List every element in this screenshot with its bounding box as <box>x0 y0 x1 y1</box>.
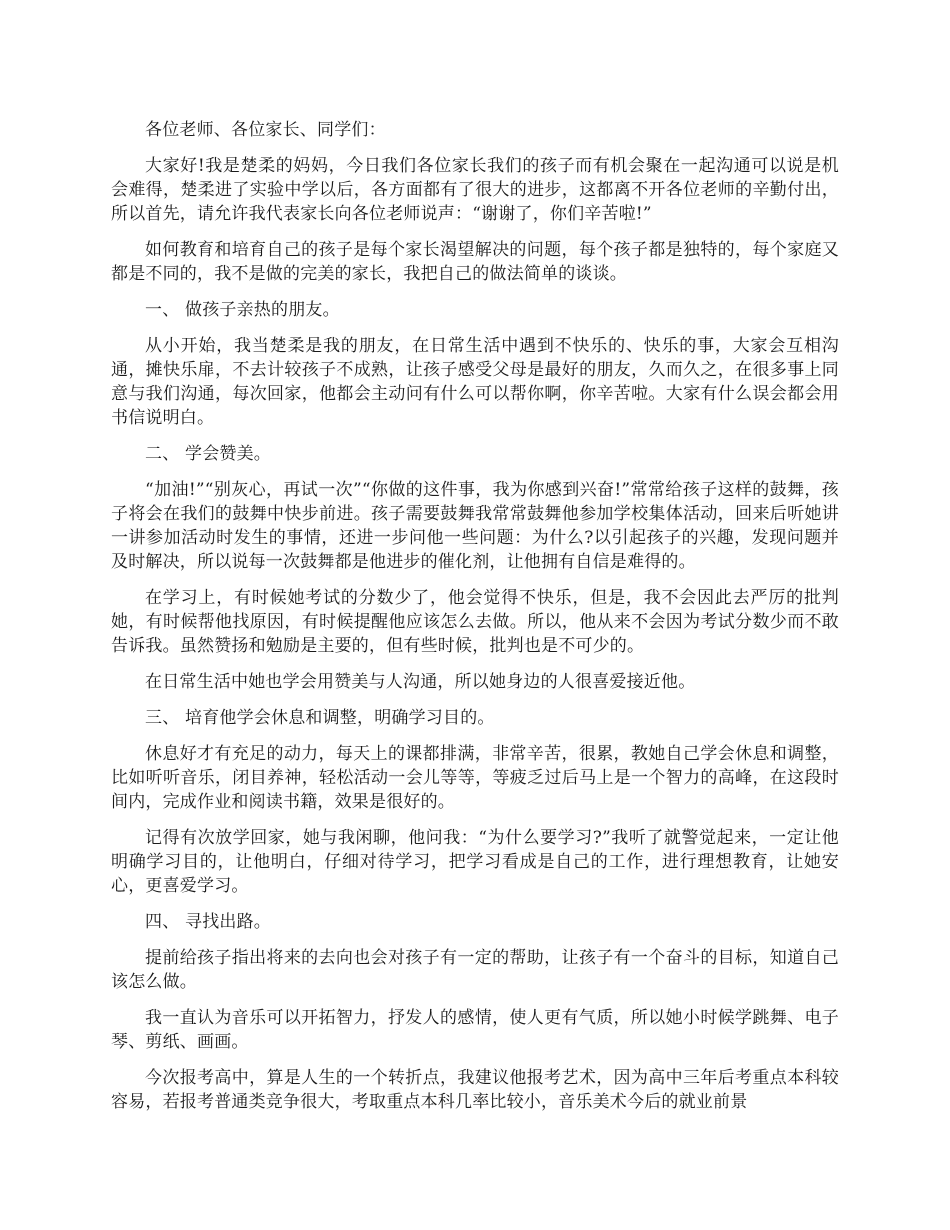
section-heading-4: 四、 寻找出路。 <box>145 912 272 932</box>
section-heading-3: 三、 培育他学会休息和调整，明确学习目的。 <box>145 708 495 728</box>
document-page <box>111 118 839 1126</box>
paragraph-intro: 如何教育和培育自己的孩子是每个家长渴望解决的问题，每个孩子都是独特的，每个家庭又都是不同的，我不是做的完美的家长，我把自己的做法简单的谈谈。 <box>111 240 839 284</box>
section-heading-1: 一、 做孩子亲热的朋友。 <box>145 300 340 320</box>
paragraph-rest: 休息好才有充足的动力，每天上的课都排满，非常辛苦，很累，教她自己学会休息和调整，比如听听音乐，闭目养神，轻松活动一会儿等等，等疲乏过后马上是一个智力的高峰，在这段时间内，完成作业和阅读书籍，效果是很好的。 <box>111 744 839 812</box>
paragraph-purpose: 记得有次放学回家，她与我闲聊，他问我：“为什么要学习?”我听了就警觉起来，一定让他明确学习目的，让他明白，仔细对待学习，把学习看成是自己的工作，进行理想教育，让她安心，更喜爱学习。 <box>111 828 839 896</box>
paragraph-highschool: 今次报考高中，算是人生的一个转折点，我建议他报考艺术，因为高中三年后考重点本科较容易，若报考普通类竞争很大，考取重点本科几率比较小，音乐美术今后的就业前景 <box>111 1068 839 1112</box>
section-heading-2: 二、 学会赞美。 <box>145 444 272 464</box>
paragraph-study: 在学习上，有时候她考试的分数少了，他会觉得不快乐，但是，我不会因此去严厉的批判她，有时候帮他找原因，有时候提醒他应该怎么去做。所以，他从来不会因为考试分数少而不敢告诉我。虽然赞扬和勉励是主要的，但有些时候，批判也是不可少的。 <box>111 588 839 656</box>
paragraph-friend: 从小开始，我当楚柔是我的朋友，在日常生活中遇到不快乐的、快乐的事，大家会互相沟通，摊快乐扉，不去计较孩子不成熟，让孩子感受父母是最好的朋友，久而久之，在很多事上同意与我们沟通，每次回家，他都会主动问有什么可以帮你啊，你辛苦啦。大家有什么误会都会用书信说明白。 <box>111 336 839 428</box>
paragraph-encourage: “加油!”“别灰心，再试一次”“你做的这件事，我为你感到兴奋!”常常给孩子这样的鼓舞，孩子将会在我们的鼓舞中快步前进。孩子需要鼓舞我常常鼓舞他参加学校集体活动，回来后听她讲一讲参加活动时发生的事情，还进一步问他一些问题：为什么?以引起孩子的兴趣，发现问题并及时解决，所以说每一次鼓舞都是他进步的催化剂，让他拥有自信是难得的。 <box>111 480 839 572</box>
paragraph-greeting: 大家好!我是楚柔的妈妈，今日我们各位家长我们的孩子而有机会聚在一起沟通可以说是机会难得，楚柔进了实验中学以后，各方面都有了很大的进步，这都离不开各位老师的辛勤付出，所以首先，请允许我代表家长向各位老师说声：“谢谢了，你们辛苦啦!” <box>111 156 839 224</box>
paragraph-praise-others: 在日常生活中她也学会用赞美与人沟通，所以她身边的人很喜爱接近他。 <box>145 672 696 692</box>
paragraph-music: 我一直认为音乐可以开拓智力，抒发人的感情，使人更有气质，所以她小时候学跳舞、电子琴、剪纸、画画。 <box>111 1008 839 1052</box>
salutation: 各位老师、各位家长、同学们： <box>145 120 386 140</box>
paragraph-future: 提前给孩子指出将来的去向也会对孩子有一定的帮助，让孩子有一个奋斗的目标，知道自己该怎么做。 <box>111 948 839 992</box>
